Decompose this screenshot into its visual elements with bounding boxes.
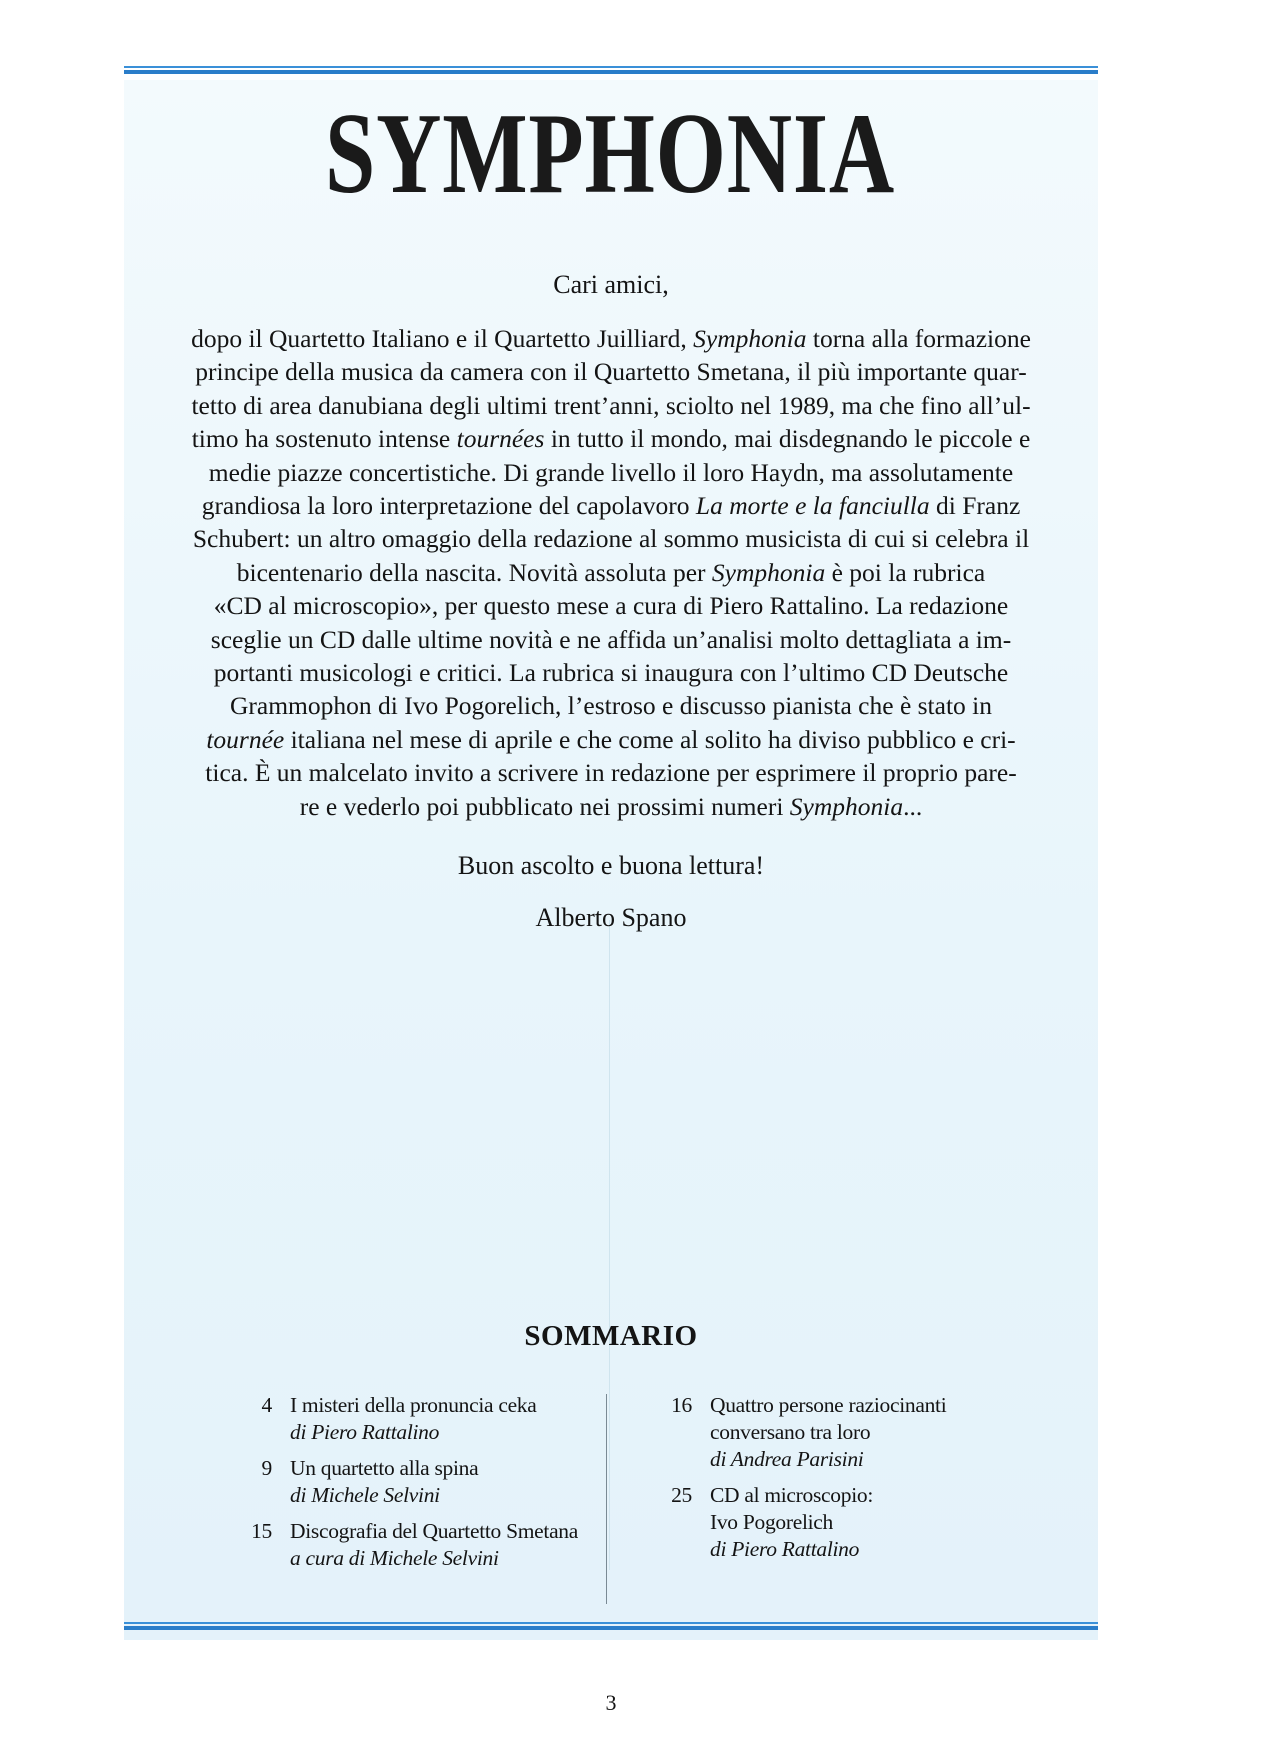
sommario-entry-text: [290, 1392, 590, 1446]
sommario-title: SOMMARIO: [524, 1320, 698, 1352]
letter-text: torna alla formazione: [806, 324, 1031, 353]
letter-line: [128, 790, 1094, 823]
letter-italic-text: Symphonia: [693, 324, 807, 353]
sommario-right-column: [630, 1392, 1010, 1572]
letter-line: [128, 522, 1094, 555]
letter-line: [128, 389, 1094, 422]
sommario-entry-title: conversano tra loro: [710, 1420, 871, 1444]
letter-text: tetto di area danubiana degli ultimi trent’anni, sciolto nel 1989, ma che fino all’ul-: [191, 390, 1031, 420]
letter-text: medie piazze concertistiche. Di grande livello il loro Haydn, ma assolutamente: [208, 457, 1014, 487]
letter-text: bicentenario della nascita. Novità assoluta per: [236, 557, 712, 587]
letter-text: è poi la rubrica: [825, 557, 986, 587]
letter-text: sceglie un CD dalle ultime novità e ne affida un’analisi molto dettagliata a im-: [210, 624, 1012, 654]
letter-italic-text: tournée: [206, 724, 285, 754]
letter-italic-text: La morte e la fanciulla: [695, 491, 930, 521]
letter-line: [128, 355, 1094, 388]
letter-greeting: Cari amici,: [553, 270, 669, 299]
letter-text: grandiosa la loro interpretazione del capolavoro: [201, 491, 696, 521]
letter-line: [128, 422, 1094, 455]
bottom-double-rule: [124, 1622, 1098, 1630]
sommario-entry[interactable]: [630, 1482, 1010, 1563]
sommario-entry-text: [710, 1482, 1010, 1563]
letter-line: [128, 556, 1094, 589]
sommario-entry-title: Un quartetto alla spina: [290, 1456, 479, 1480]
sommario-entry-author: di Andrea Parisini: [710, 1447, 864, 1471]
letter-text: Grammophon di Ivo Pogorelich, l’estroso e discusso pianista che è stato in: [229, 691, 993, 721]
magazine-title: SYMPHONIA: [324, 90, 896, 218]
sommario-entry-text: [710, 1392, 1010, 1473]
letter-text: ...: [903, 791, 923, 821]
letter-text: portanti musicologi e critici. La rubrica si inaugura con l’ultimo CD Deutsche: [213, 658, 1009, 688]
sommario-entry-author: a cura di Michele Selvini: [290, 1546, 499, 1570]
sommario-entry-text: [290, 1518, 590, 1572]
page-number: 3: [605, 1690, 617, 1715]
letter-text: principe della musica da camera con il Quartetto Smetana, il più importante quar-: [195, 357, 1027, 387]
sommario-page-number: 25: [671, 1483, 692, 1507]
sommario-entry-text: [290, 1455, 590, 1509]
letter-line: [128, 656, 1094, 689]
letter-body: [128, 322, 1094, 823]
top-double-rule: [124, 66, 1098, 74]
sommario-left-column: [210, 1392, 590, 1581]
letter-italic-text: Symphonia: [711, 557, 826, 587]
sommario-entry[interactable]: [210, 1518, 590, 1572]
sommario-entry-title: I misteri della pronuncia ceka: [290, 1393, 537, 1417]
letter-text: dopo il Quartetto Italiano e il Quartetto Juilliard,: [191, 324, 694, 353]
letter-text: italiana nel mese di aprile e che come al solito ha diviso pubblico e cri-: [284, 724, 1016, 754]
sommario-entry-title: Ivo Pogorelich: [710, 1510, 833, 1534]
letter-line: [128, 589, 1094, 622]
letter-signature: Alberto Spano: [535, 903, 687, 932]
letter-line: [128, 489, 1094, 522]
letter-line: [128, 623, 1094, 656]
sommario-page-number: 15: [251, 1519, 272, 1543]
letter-text: Schubert: un altro omaggio della redazione al sommo musicista di cui si celebra il: [192, 524, 1030, 554]
sommario-entry[interactable]: [630, 1392, 1010, 1473]
sommario-page-number: 9: [261, 1456, 272, 1480]
letter-text: in tutto il mondo, mai disdegnando le piccole e: [544, 424, 1031, 454]
letter-text: di Franz: [929, 491, 1021, 521]
letter-italic-text: Symphonia: [789, 791, 904, 821]
letter-line: [128, 322, 1094, 355]
sommario-entry[interactable]: [210, 1455, 590, 1509]
letter-line: [128, 723, 1094, 756]
letter-text: timo ha sostenuto intense: [191, 424, 457, 454]
sommario-entry-author: di Michele Selvini: [290, 1483, 440, 1507]
sommario-entry-title: Discografia del Quartetto Smetana: [290, 1519, 579, 1543]
letter-line: [128, 689, 1094, 722]
sommario-entry-author: di Piero Rattalino: [710, 1537, 860, 1561]
background-column-divider: [609, 920, 610, 1570]
sommario-entry-title: CD al microscopio:: [710, 1483, 873, 1507]
letter-text: tica. È un malcelato invito a scrivere in redazione per esprimere il proprio pare-: [205, 758, 1017, 788]
sommario-page-number: 16: [671, 1393, 692, 1417]
sommario-column-divider: [606, 1394, 607, 1604]
sommario-entry-author: di Piero Rattalino: [290, 1420, 440, 1444]
letter-italic-text: tournées: [456, 424, 545, 454]
sommario-page-number: 4: [261, 1393, 272, 1417]
letter-closing: Buon ascolto e buona lettura!: [457, 851, 765, 880]
sommario-entry[interactable]: [210, 1392, 590, 1446]
letter-line: [128, 456, 1094, 489]
sommario-entry-title: Quattro persone raziocinanti: [710, 1393, 947, 1417]
letter-line: [128, 756, 1094, 789]
letter-text: re e vederlo poi pubblicato nei prossimi numeri: [299, 791, 790, 821]
letter-text: «CD al microscopio», per questo mese a cura di Piero Rattalino. La redazione: [213, 591, 1009, 621]
